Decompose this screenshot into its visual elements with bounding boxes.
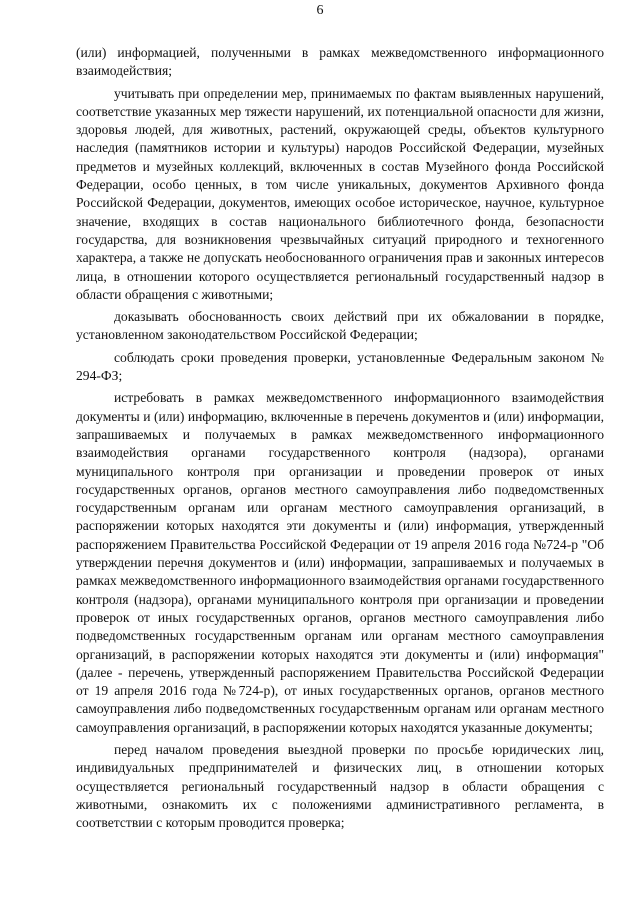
page-number: 6 [316,3,324,18]
paragraph-request-documents: истребовать в рамках межведомственного информационного взаимодействия документы и (или) информацию, включенные в перечень документов и (или) информации, запрашиваемых и получаемых в рамках межведомственного информационного взаимодействия органами государственного контроля (надзора), органами муниципального контроля при организации и проведении проверок от иных государственных органов, органов местного самоуправления либо подведомственных государственным органам или органам местного самоуправления организаций, в распоряжении которых находятся эти документы и (или) информация, утвержденный распоряжением Правительства Российской Федерации от 19 апреля 2016 года №724-р "Об утверждении перечня документов и (или) информации, запрашиваемых и получаемых в рамках межведомственного информационного взаимодействия органами государственного контроля (надзора), органами муниципального контроля при организации и проведении проверок от иных государственных органов, органов местного самоуправления либо подведомственных государственным органам или органам местного самоуправления организаций, в распоряжении которых находятся эти документы и (или) информация" (далее - перечень, утвержденный распоряжением Правительства Российской Федерации от 19 апреля 2016 года №724-р), от иных государственных органов, органов местного самоуправления либо подведомственных государственным органам или органам местного самоуправления организаций, в распоряжении которых находятся указанные документы; [76,390,604,735]
paragraph-inspection-terms: соблюдать сроки проведения проверки, установленные Федеральным законом № 294-ФЗ; [76,349,604,384]
paragraph-familiarize-regulation: перед началом проведения выездной проверки по просьбе юридических лиц, индивидуальных предпринимателей и физических лиц, в отношении которых осуществляется региональный государственный надзор в области обращения с животными, ознакомить их с положениями административного регламента, в соответствии с которым проводится проверка; [76,741,604,831]
paragraph-justify-actions: доказывать обоснованность своих действий при их обжаловании в порядке, установленном законодательством Российской Федерации; [76,309,604,343]
document-body [76,44,604,832]
paragraph-measures: учитывать при определении мер, принимаемых по фактам выявленных нарушений, соответствие указанных мер тяжести нарушений, их потенциальной опасности для жизни, здоровья людей, для животных, растений, окружающей среды, объектов культурного наследия (памятников истории и культуры) народов Российской Федерации, музейных предметов и музейных коллекций, включенных в состав Музейного фонда Российской Федерации, особо ценных, в том числе уникальных, документов Архивного фонда Российской Федерации, документов, имеющих особое историческое, научное, культурное значение, входящих в состав национального библиотечного фонда, безопасности государства, для возникновения чрезвычайных ситуаций природного и техногенного характера, а также не допускать необоснованного ограничения прав и законных интересов лица, в отношении которого осуществляется региональный государственный надзор в области обращения с животными; [76,85,604,302]
paragraph-continuation: (или) информацией, полученными в рамках межведомственного информационного взаимодействия; [76,45,604,79]
